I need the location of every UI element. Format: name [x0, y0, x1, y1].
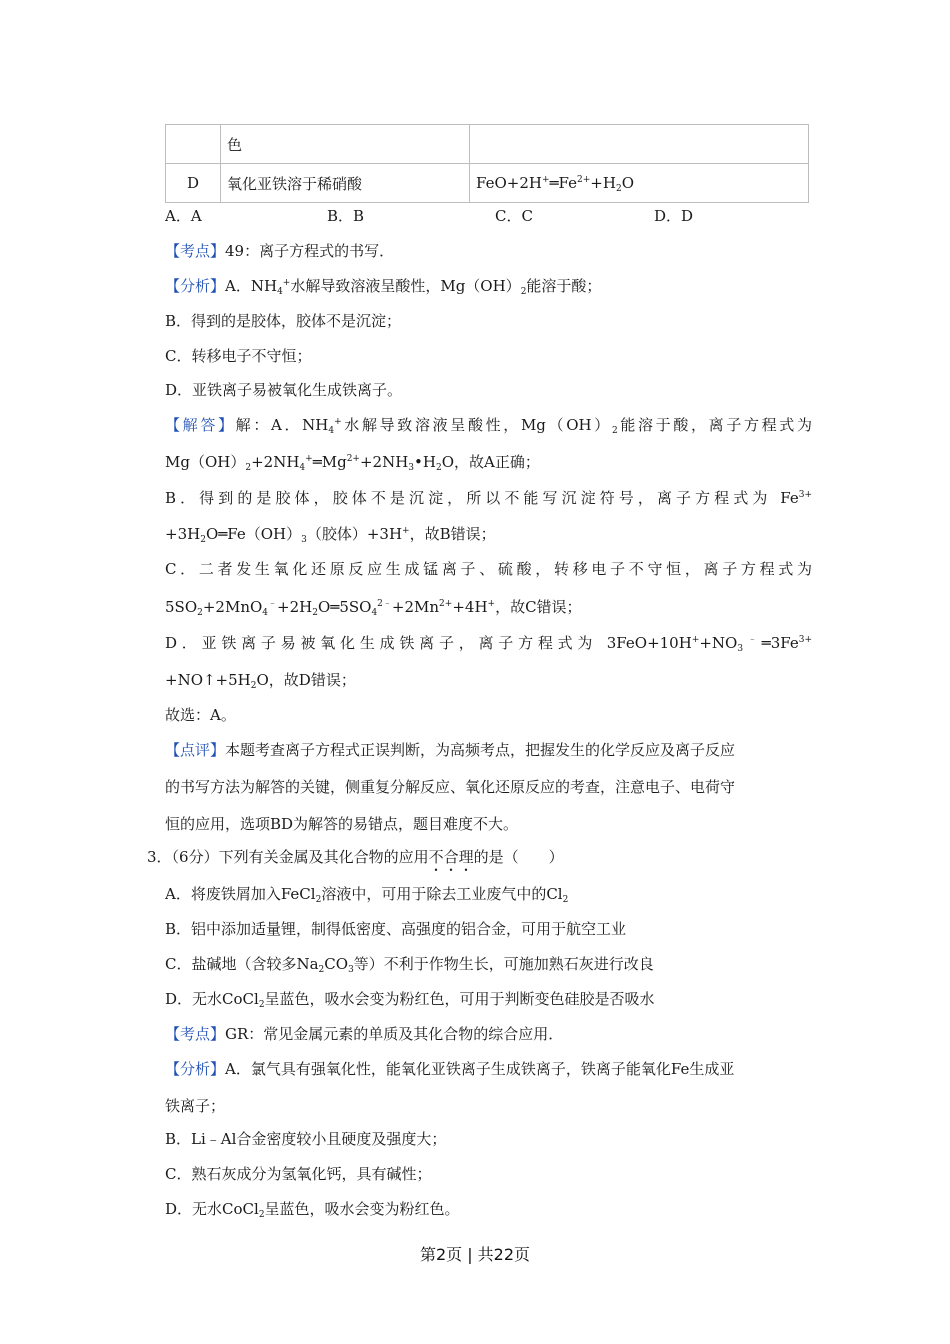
q3-fenxi-line-d: D．无水CoCl$_2$呈蓝色，吸水会变为粉红色。	[165, 1200, 460, 1220]
fenxi-line-c: C．转移电子不守恒；	[165, 347, 312, 365]
fenxi-tag: 【分析】	[165, 277, 226, 295]
jieda-line-7: D．亚铁离子易被氧化生成铁离子，离子方程式为 $3FeO+10H^++NO_3^﹣═3Fe^{3+}$	[165, 634, 812, 654]
kaodian-line	[165, 241, 812, 261]
equation-cell: $FeO+2H^+═Fe^{2+}+H_2O$	[470, 164, 809, 203]
jieda-tag: 【解答】	[165, 416, 236, 434]
jieda-line-2: $Mg(OH)_2+2NH_4^+═Mg^{2+}+2NH_3•H_2O$，故A正确；	[165, 453, 540, 473]
answer-options	[165, 206, 812, 226]
dianping-line-1: 【点评】本题考查离子方程式正误判断，为高频考点，把握发生的化学反应及离子反应	[165, 741, 736, 759]
jieda-line-1: 【解答】解：A．$NH_4^+$水解导致溶液呈酸性，$Mg(OH)_2$能溶于酸，离子方程式为	[165, 416, 812, 436]
q3-fenxi-line-1: 【分析】A．氯气具有强氧化性，能氧化亚铁离子生成铁离子，铁离子能氧化Fe生成亚	[165, 1060, 735, 1078]
kaodian-tag: 【考点】	[165, 1025, 226, 1043]
fenxi-line-b: B．得到的是胶体，胶体不是沉淀；	[165, 312, 402, 330]
table-row	[166, 164, 809, 203]
table-cell: D	[166, 164, 221, 203]
jieda-line-3: B．得到的是胶体，胶体不是沉淀，所以不能写沉淀符号，离子方程式为 $Fe^{3+}$	[165, 489, 812, 507]
table-cell	[166, 125, 221, 164]
jieda-line-4: $+3H_2O═Fe(OH)_3$（胶体）+3H+，故B错误；	[165, 525, 496, 545]
emphasis-text: 不合理	[428, 848, 474, 866]
table-row	[166, 125, 809, 164]
table-cell: 色	[221, 125, 470, 164]
q3-fenxi-line-2: 铁离子；	[165, 1097, 226, 1115]
q3-stem: 3．（6分）下列有关金属及其化合物的应用不合理的是（ ）	[147, 848, 564, 866]
reaction-table	[165, 124, 809, 203]
q3-fenxi-line-c: C．熟石灰成分为氢氧化钙，具有碱性；	[165, 1165, 432, 1183]
q3-option-d: D．无水CoCl$_2$呈蓝色，吸水会变为粉红色，可用于判断变色硅胶是否吸水	[165, 990, 655, 1010]
fenxi-tag: 【分析】	[165, 1060, 226, 1078]
jieda-line-6: $5SO_2+2MnO_4^﹣+2H_2O═5SO_4^{2﹣}+2Mn^{2+}+4H^+$，故C错误；	[165, 598, 582, 618]
option-d: D．D	[654, 207, 694, 225]
jieda-line-5: C．二者发生氧化还原反应生成锰离子、硫酸，转移电子不守恒，离子方程式为	[165, 560, 812, 578]
fenxi-line-d: D．亚铁离子易被氧化生成铁离子。	[165, 381, 403, 399]
option-b: B．B	[327, 207, 365, 225]
kaodian-text: 49：离子方程式的书写．	[225, 242, 395, 260]
table-cell: 氧化亚铁溶于稀硝酸	[221, 164, 470, 203]
dianping-line-3: 恒的应用，选项BD为解答的易错点，题目难度不大。	[165, 815, 519, 833]
jieda-line-8: $+NO↑+5H_2O$，故D错误；	[165, 671, 356, 691]
dianping-tag: 【点评】	[165, 741, 226, 759]
page-footer: 第2页 | 共22页	[419, 1245, 531, 1264]
fenxi-line-a: 【分析】A．$NH_4^+$水解导致溶液呈酸性，$Mg(OH)_2$能溶于酸；	[165, 277, 602, 297]
q3-option-a: A．将废铁屑加入FeCl$_2$溶液中，可用于除去工业废气中的$Cl_2$	[165, 885, 569, 905]
q3-kaodian-line: 【考点】GR：常见金属元素的单质及其化合物的综合应用．	[165, 1025, 564, 1043]
guxuan-line: 故选：A。	[165, 706, 236, 724]
q3-fenxi-line-b: B．Li﹣Al合金密度较小且硬度及强度大；	[165, 1130, 447, 1148]
table-cell	[470, 125, 809, 164]
kaodian-tag: 【考点】	[165, 242, 226, 260]
option-a: A．A	[165, 207, 202, 225]
dianping-line-2: 的书写方法为解答的关键，侧重复分解反应、氧化还原反应的考查，注意电子、电荷守	[165, 778, 736, 796]
q3-option-c: C．盐碱地（含较多$Na_2CO_3$等）不利于作物生长，可施加熟石灰进行改良	[165, 955, 654, 975]
q3-option-b: B．铝中添加适量锂，制得低密度、高强度的铝合金，可用于航空工业	[165, 920, 627, 938]
option-c: C．C	[495, 207, 533, 225]
